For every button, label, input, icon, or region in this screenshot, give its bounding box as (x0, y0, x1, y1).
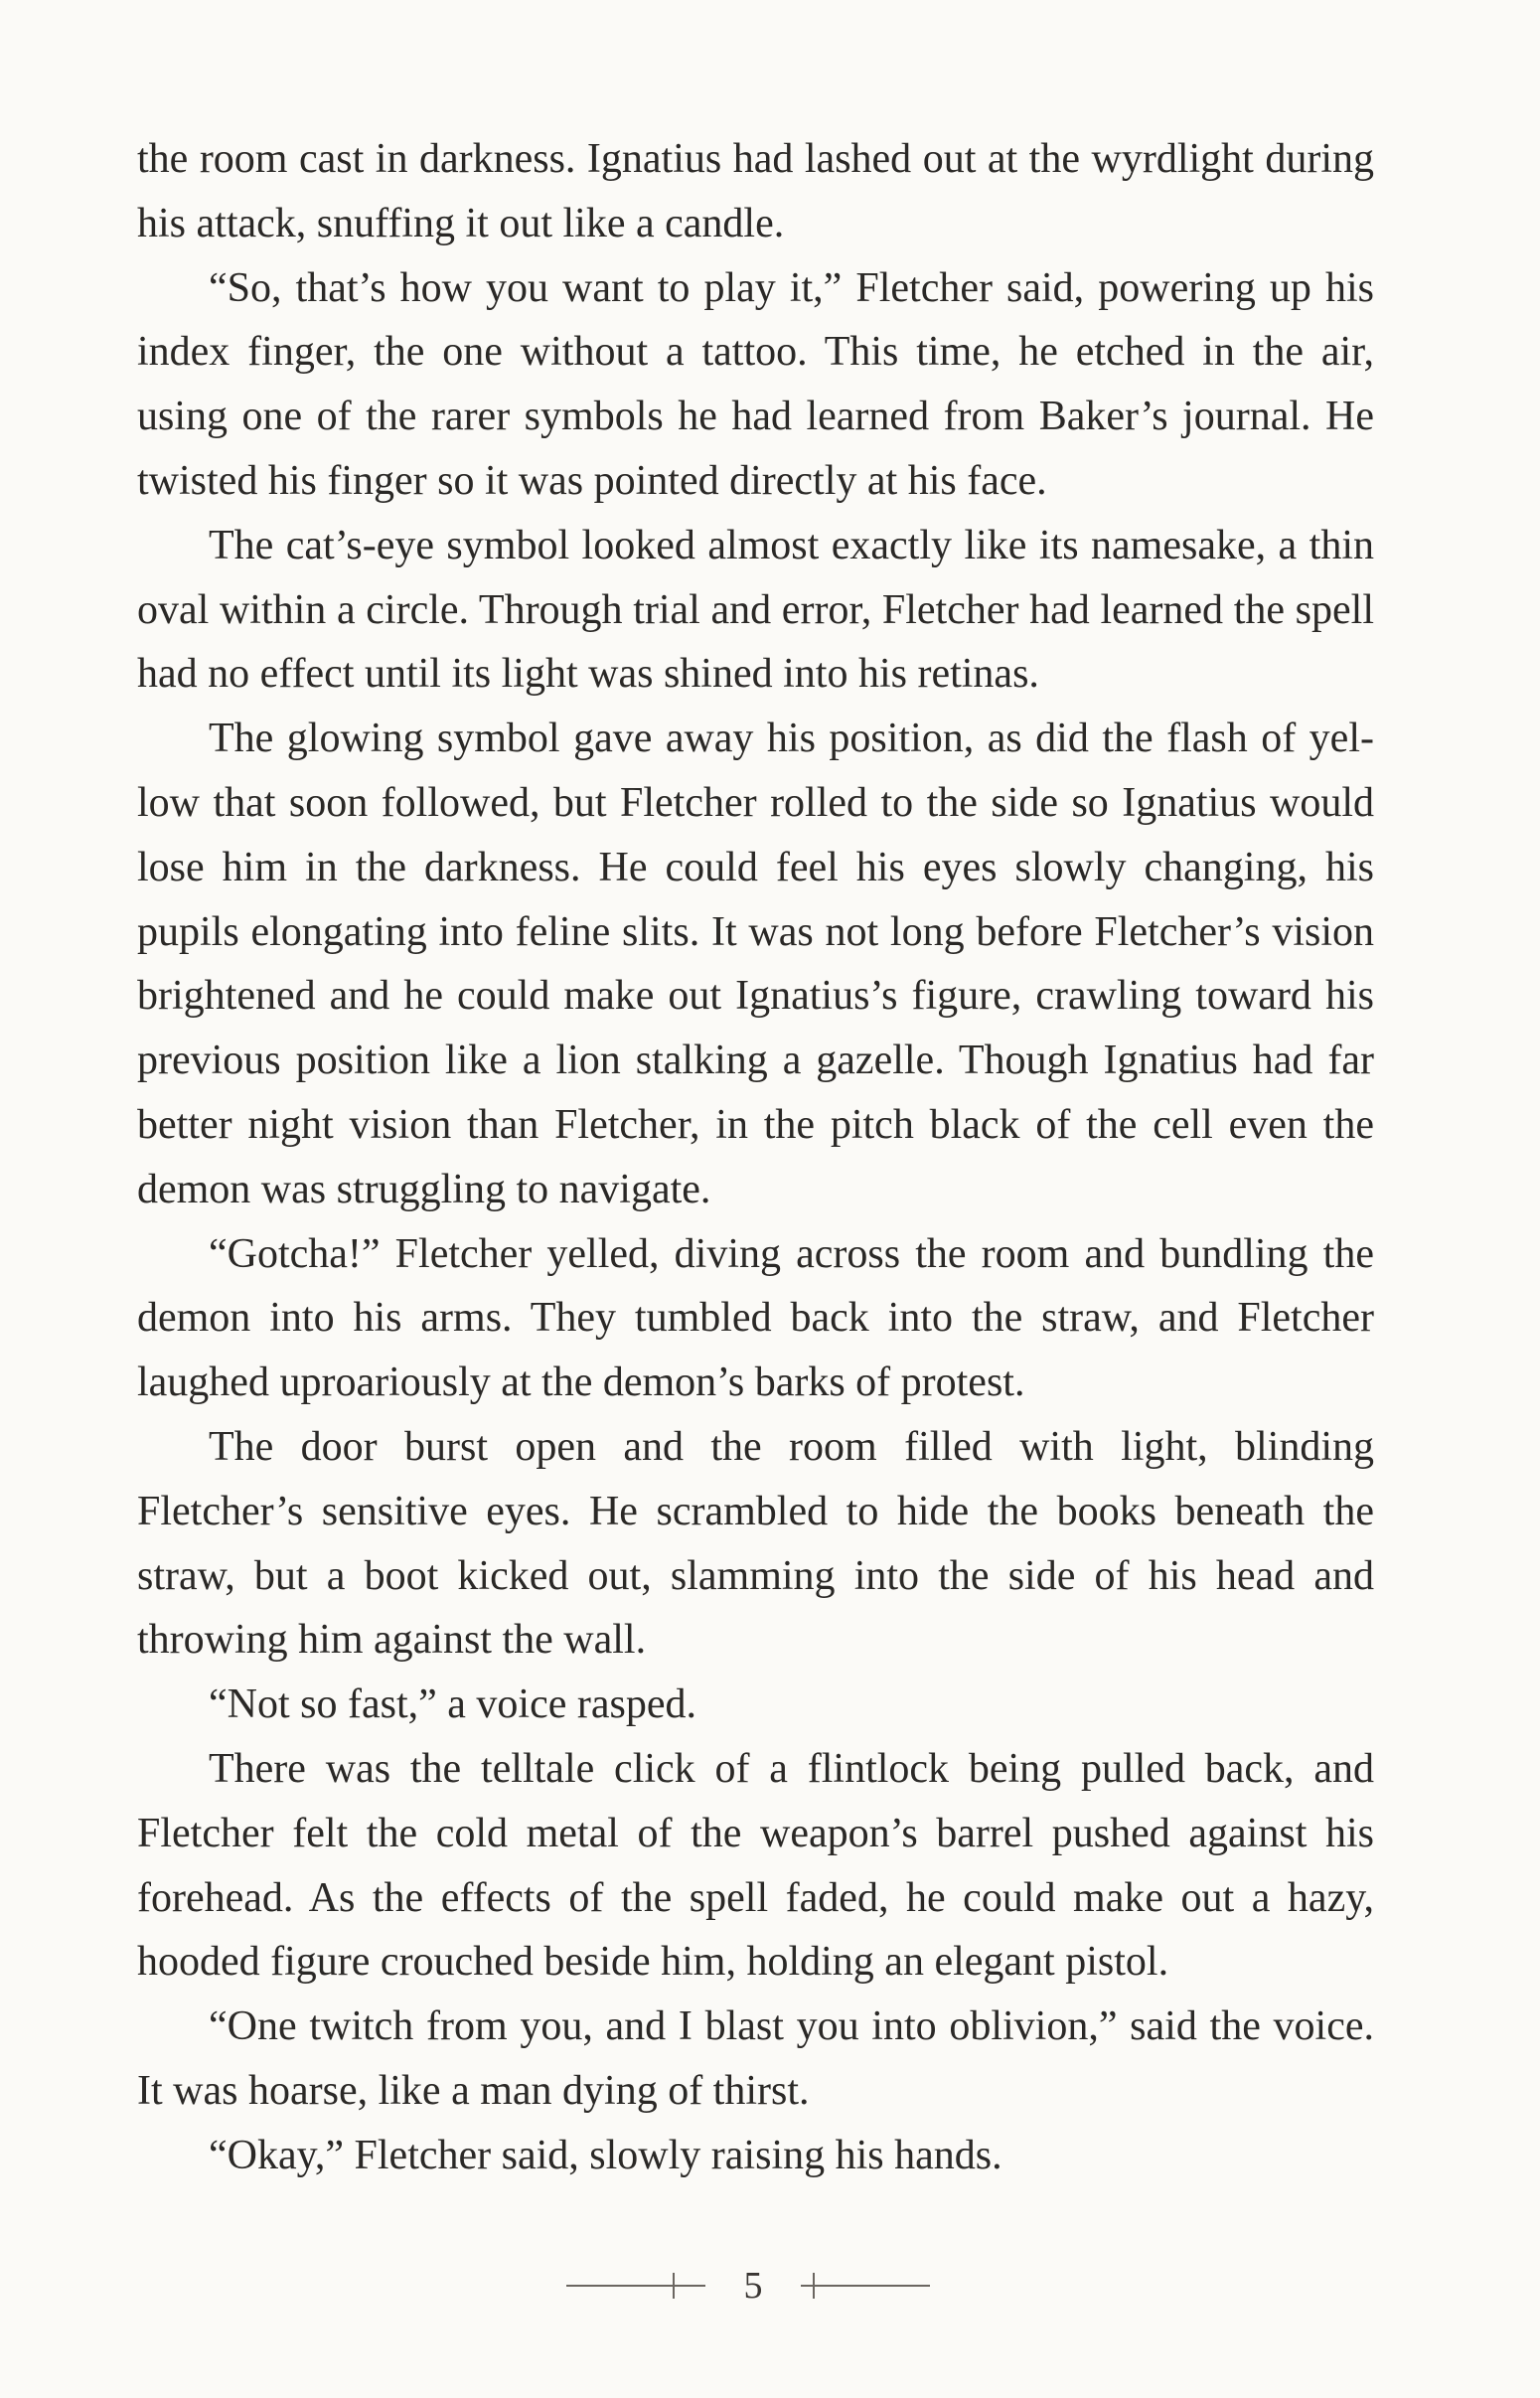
paragraph: “So, that’s how you want to play it,” Fletcher said, powering up his index finger, the one without a tattoo. This time, he etched in the air, using one of the rarer symbols he had learned from Baker’s journal. He twisted his finger so it was pointed directly at his face. (137, 264, 1374, 504)
folio-rule-left (566, 2285, 705, 2287)
page-number: 5 (743, 2265, 763, 2307)
folio-tick-left (673, 2273, 675, 2299)
paragraph: “One twitch from you, and I blast you into oblivion,” said the voice. It was hoarse, like a man dying of thirst. (137, 2003, 1374, 2114)
paragraph: “Not so fast,” a voice rasped. (209, 1681, 696, 1728)
body-text (137, 127, 1374, 2188)
paragraph: The glowing symbol gave away his position, as did the flash of yellow that soon followed, but Fletcher rolled to the side so Ignatius would lose him in the darkness. He could feel his eyes slowly changing, his pupils elongating into feline slits. It was not long before Fletcher’s vision brightened and he could make out Ignatius’s figure, crawling toward his previous position like a lion stalking a gazelle. Though Ignatius had far better night vision than Fletcher, in the pitch black of the cell even the demon was struggling to navigate. (137, 716, 1374, 1212)
page-footer (0, 2256, 1540, 2316)
paragraph: The door burst open and the room filled with light, blinding Fletcher’s sensitive eyes. He scrambled to hide the books beneath the straw, but a boot kicked out, slamming into the side of his head and throwing him against the wall. (137, 1423, 1374, 1664)
paragraph: There was the telltale click of a flintlock being pulled back, and Fletcher felt the cold metal of the weapon’s barrel pushed against his forehead. As the effects of the spell faded, he could make out a hazy, hooded figure crouched beside him, holding an elegant pistol. (137, 1745, 1374, 1986)
folio-rule-right (801, 2285, 930, 2287)
folio-tick-right (813, 2273, 815, 2299)
paragraph: “Gotcha!” Fletcher yelled, diving across the room and bundling the demon into his arms. They tumbled back into the straw, and Fletcher laughed uproariously at the demon’s barks of protest. (137, 1230, 1374, 1406)
paragraph: “Okay,” Fletcher said, slowly raising his hands. (209, 2132, 1002, 2178)
paragraph: the room cast in darkness. Ignatius had lashed out at the wyrdlight during his attack, snuffing it out like a candle. (137, 136, 1374, 246)
paragraph: The cat’s-eye symbol looked almost exactly like its namesake, a thin oval within a circle. Through trial and error, Fletcher had learned the spell had no effect until its light was shined into his retinas. (137, 522, 1374, 698)
